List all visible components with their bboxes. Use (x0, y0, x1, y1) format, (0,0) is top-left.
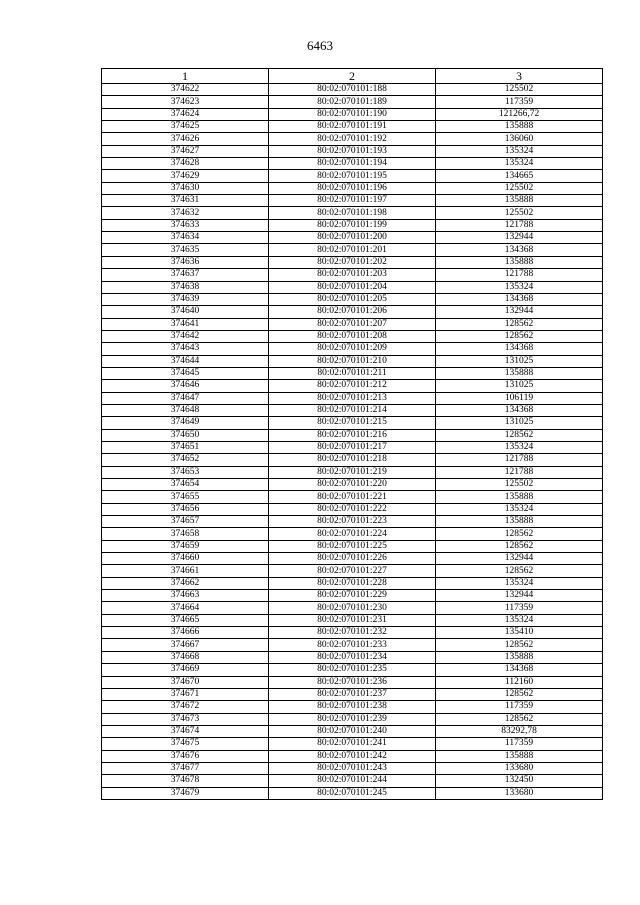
value-cell: 128562 (436, 688, 603, 700)
row-number-cell: 374655 (102, 491, 269, 503)
value-cell: 125502 (436, 84, 603, 96)
cadastral-number-cell: 80:02:070101:204 (269, 281, 436, 293)
table-row (102, 590, 603, 602)
table-row (102, 96, 603, 108)
value-cell: 128562 (436, 429, 603, 441)
row-number-cell: 374627 (102, 145, 269, 157)
row-number-cell: 374626 (102, 133, 269, 145)
value-cell: 135888 (436, 651, 603, 663)
table-row (102, 602, 603, 614)
row-number-cell: 374676 (102, 750, 269, 762)
cadastral-number-cell: 80:02:070101:244 (269, 775, 436, 787)
cadastral-number-cell: 80:02:070101:197 (269, 195, 436, 207)
table-row (102, 664, 603, 676)
value-cell: 136060 (436, 133, 603, 145)
cadastral-number-cell: 80:02:070101:232 (269, 627, 436, 639)
table-row (102, 145, 603, 157)
table-row (102, 688, 603, 700)
table-row (102, 738, 603, 750)
value-cell: 121788 (436, 269, 603, 281)
row-number-cell: 374664 (102, 602, 269, 614)
row-number-cell: 374629 (102, 170, 269, 182)
row-number-cell: 374639 (102, 293, 269, 305)
cadastral-number-cell: 80:02:070101:222 (269, 503, 436, 515)
table-row (102, 355, 603, 367)
value-cell: 131025 (436, 417, 603, 429)
cadastral-number-cell: 80:02:070101:242 (269, 750, 436, 762)
cadastral-number-cell: 80:02:070101:227 (269, 565, 436, 577)
row-number-cell: 374659 (102, 540, 269, 552)
cadastral-number-cell: 80:02:070101:228 (269, 577, 436, 589)
row-number-cell: 374642 (102, 330, 269, 342)
cadastral-number-cell: 80:02:070101:220 (269, 479, 436, 491)
value-cell: 121788 (436, 466, 603, 478)
row-number-cell: 374654 (102, 479, 269, 491)
row-number-cell: 374641 (102, 318, 269, 330)
row-number-cell: 374665 (102, 614, 269, 626)
row-number-cell: 374653 (102, 466, 269, 478)
cadastral-number-cell: 80:02:070101:193 (269, 145, 436, 157)
table-row (102, 293, 603, 305)
value-cell: 117359 (436, 701, 603, 713)
cadastral-number-cell: 80:02:070101:200 (269, 232, 436, 244)
row-number-cell: 374679 (102, 787, 269, 799)
row-number-cell: 374646 (102, 380, 269, 392)
table-row (102, 713, 603, 725)
table-row (102, 639, 603, 651)
cadastral-number-cell: 80:02:070101:240 (269, 725, 436, 737)
table-row (102, 306, 603, 318)
row-number-cell: 374671 (102, 688, 269, 700)
row-number-cell: 374622 (102, 84, 269, 96)
value-cell: 131025 (436, 380, 603, 392)
row-number-cell: 374633 (102, 219, 269, 231)
cadastral-number-cell: 80:02:070101:215 (269, 417, 436, 429)
column-header-1: 1 (102, 69, 269, 84)
value-cell: 117359 (436, 96, 603, 108)
row-number-cell: 374631 (102, 195, 269, 207)
row-number-cell: 374634 (102, 232, 269, 244)
cadastral-number-cell: 80:02:070101:188 (269, 84, 436, 96)
cadastral-number-cell: 80:02:070101:219 (269, 466, 436, 478)
row-number-cell: 374652 (102, 454, 269, 466)
cadastral-number-cell: 80:02:070101:195 (269, 170, 436, 182)
row-number-cell: 374638 (102, 281, 269, 293)
table-row (102, 627, 603, 639)
cadastral-number-cell: 80:02:070101:233 (269, 639, 436, 651)
row-number-cell: 374672 (102, 701, 269, 713)
table-row (102, 775, 603, 787)
value-cell: 131025 (436, 355, 603, 367)
value-cell: 135324 (436, 441, 603, 453)
value-cell: 135888 (436, 367, 603, 379)
cadastral-number-cell: 80:02:070101:225 (269, 540, 436, 552)
cadastral-number-cell: 80:02:070101:213 (269, 392, 436, 404)
row-number-cell: 374635 (102, 244, 269, 256)
value-cell: 135324 (436, 614, 603, 626)
value-cell: 135888 (436, 195, 603, 207)
table-row (102, 528, 603, 540)
page-number: 6463 (307, 38, 333, 53)
value-cell: 135324 (436, 503, 603, 515)
column-header-3: 3 (436, 69, 603, 84)
row-number-cell: 374678 (102, 775, 269, 787)
value-cell: 135410 (436, 627, 603, 639)
value-cell: 132944 (436, 306, 603, 318)
value-cell: 135324 (436, 145, 603, 157)
cadastral-number-cell: 80:02:070101:206 (269, 306, 436, 318)
cadastral-number-cell: 80:02:070101:241 (269, 738, 436, 750)
cadastral-number-cell: 80:02:070101:214 (269, 404, 436, 416)
cadastral-number-cell: 80:02:070101:234 (269, 651, 436, 663)
value-cell: 128562 (436, 540, 603, 552)
row-number-cell: 374644 (102, 355, 269, 367)
value-cell: 83292,78 (436, 725, 603, 737)
cadastral-number-cell: 80:02:070101:236 (269, 676, 436, 688)
value-cell: 128562 (436, 639, 603, 651)
row-number-cell: 374632 (102, 207, 269, 219)
value-cell: 135888 (436, 491, 603, 503)
row-number-cell: 374647 (102, 392, 269, 404)
row-number-cell: 374637 (102, 269, 269, 281)
table-row (102, 565, 603, 577)
table-row (102, 182, 603, 194)
value-cell: 134368 (436, 293, 603, 305)
row-number-cell: 374667 (102, 639, 269, 651)
row-number-cell: 374643 (102, 343, 269, 355)
row-number-cell: 374624 (102, 108, 269, 120)
value-cell: 128562 (436, 565, 603, 577)
table-row (102, 219, 603, 231)
row-number-cell: 374661 (102, 565, 269, 577)
table-row (102, 750, 603, 762)
cadastral-number-cell: 80:02:070101:192 (269, 133, 436, 145)
table-row (102, 84, 603, 96)
table-row (102, 491, 603, 503)
cadastral-number-cell: 80:02:070101:217 (269, 441, 436, 453)
table-row (102, 503, 603, 515)
value-cell: 135888 (436, 516, 603, 528)
table-row (102, 429, 603, 441)
row-number-cell: 374636 (102, 256, 269, 268)
cadastral-number-cell: 80:02:070101:223 (269, 516, 436, 528)
value-cell: 134368 (436, 404, 603, 416)
cadastral-number-cell: 80:02:070101:211 (269, 367, 436, 379)
table-row (102, 466, 603, 478)
value-cell: 134368 (436, 244, 603, 256)
table-row (102, 479, 603, 491)
table-row (102, 195, 603, 207)
table-row (102, 392, 603, 404)
value-cell: 135888 (436, 750, 603, 762)
table-row (102, 108, 603, 120)
cadastral-number-cell: 80:02:070101:201 (269, 244, 436, 256)
value-cell: 128562 (436, 330, 603, 342)
row-number-cell: 374673 (102, 713, 269, 725)
cadastral-number-cell: 80:02:070101:203 (269, 269, 436, 281)
row-number-cell: 374663 (102, 590, 269, 602)
table-row (102, 651, 603, 663)
table-row (102, 577, 603, 589)
table-row (102, 244, 603, 256)
cadastral-number-cell: 80:02:070101:190 (269, 108, 436, 120)
cadastral-number-cell: 80:02:070101:230 (269, 602, 436, 614)
value-cell: 117359 (436, 602, 603, 614)
table-row (102, 281, 603, 293)
row-number-cell: 374623 (102, 96, 269, 108)
value-cell: 132944 (436, 590, 603, 602)
row-number-cell: 374670 (102, 676, 269, 688)
row-number-cell: 374660 (102, 553, 269, 565)
value-cell: 134665 (436, 170, 603, 182)
cadastral-number-cell: 80:02:070101:218 (269, 454, 436, 466)
table-row (102, 676, 603, 688)
cadastral-number-cell: 80:02:070101:243 (269, 762, 436, 774)
cadastral-number-cell: 80:02:070101:224 (269, 528, 436, 540)
row-number-cell: 374645 (102, 367, 269, 379)
table-row (102, 540, 603, 552)
table-row (102, 614, 603, 626)
cadastral-number-cell: 80:02:070101:194 (269, 158, 436, 170)
row-number-cell: 374648 (102, 404, 269, 416)
value-cell: 125502 (436, 182, 603, 194)
cadastral-number-cell: 80:02:070101:235 (269, 664, 436, 676)
table-row (102, 725, 603, 737)
table-row (102, 417, 603, 429)
value-cell: 106119 (436, 392, 603, 404)
row-number-cell: 374657 (102, 516, 269, 528)
value-cell: 134368 (436, 664, 603, 676)
value-cell: 128562 (436, 318, 603, 330)
row-number-cell: 374666 (102, 627, 269, 639)
cadastral-number-cell: 80:02:070101:229 (269, 590, 436, 602)
value-cell: 121788 (436, 454, 603, 466)
value-cell: 135888 (436, 121, 603, 133)
value-cell: 132944 (436, 232, 603, 244)
cadastral-number-cell: 80:02:070101:189 (269, 96, 436, 108)
cadastral-number-cell: 80:02:070101:238 (269, 701, 436, 713)
row-number-cell: 374650 (102, 429, 269, 441)
table-row (102, 367, 603, 379)
table-row (102, 380, 603, 392)
value-cell: 117359 (436, 738, 603, 750)
column-header-2: 2 (269, 69, 436, 84)
row-number-cell: 374674 (102, 725, 269, 737)
value-cell: 132450 (436, 775, 603, 787)
table-row (102, 454, 603, 466)
cadastral-number-cell: 80:02:070101:245 (269, 787, 436, 799)
cadastral-number-cell: 80:02:070101:221 (269, 491, 436, 503)
cadastral-number-cell: 80:02:070101:210 (269, 355, 436, 367)
row-number-cell: 374628 (102, 158, 269, 170)
value-cell: 135324 (436, 281, 603, 293)
cadastral-number-cell: 80:02:070101:202 (269, 256, 436, 268)
table-row (102, 256, 603, 268)
cadastral-number-cell: 80:02:070101:216 (269, 429, 436, 441)
table-row (102, 232, 603, 244)
cadastral-number-cell: 80:02:070101:212 (269, 380, 436, 392)
cadastral-number-cell: 80:02:070101:205 (269, 293, 436, 305)
row-number-cell: 374677 (102, 762, 269, 774)
row-number-cell: 374658 (102, 528, 269, 540)
table-row (102, 404, 603, 416)
table-row (102, 158, 603, 170)
table-row (102, 701, 603, 713)
table-body (102, 84, 603, 800)
table-row (102, 207, 603, 219)
cadastral-number-cell: 80:02:070101:209 (269, 343, 436, 355)
row-number-cell: 374651 (102, 441, 269, 453)
value-cell: 135324 (436, 577, 603, 589)
cadastral-number-cell: 80:02:070101:199 (269, 219, 436, 231)
row-number-cell: 374649 (102, 417, 269, 429)
row-number-cell: 374656 (102, 503, 269, 515)
value-cell: 121266,72 (436, 108, 603, 120)
value-cell: 133680 (436, 787, 603, 799)
table-header (102, 69, 603, 84)
table-row (102, 269, 603, 281)
row-number-cell: 374675 (102, 738, 269, 750)
registry-table (101, 68, 603, 800)
cadastral-number-cell: 80:02:070101:191 (269, 121, 436, 133)
cadastral-number-cell: 80:02:070101:207 (269, 318, 436, 330)
value-cell: 135888 (436, 256, 603, 268)
value-cell: 133680 (436, 762, 603, 774)
table-row (102, 330, 603, 342)
cadastral-number-cell: 80:02:070101:208 (269, 330, 436, 342)
table-row (102, 170, 603, 182)
table-row (102, 318, 603, 330)
value-cell: 134368 (436, 343, 603, 355)
table-row (102, 553, 603, 565)
row-number-cell: 374662 (102, 577, 269, 589)
value-cell: 121788 (436, 219, 603, 231)
value-cell: 128562 (436, 528, 603, 540)
value-cell: 135324 (436, 158, 603, 170)
row-number-cell: 374669 (102, 664, 269, 676)
table-row (102, 133, 603, 145)
value-cell: 112160 (436, 676, 603, 688)
table-row (102, 762, 603, 774)
value-cell: 125502 (436, 479, 603, 491)
cadastral-number-cell: 80:02:070101:237 (269, 688, 436, 700)
header-row (102, 69, 603, 84)
value-cell: 132944 (436, 553, 603, 565)
table-row (102, 787, 603, 799)
value-cell: 128562 (436, 713, 603, 725)
cadastral-number-cell: 80:02:070101:198 (269, 207, 436, 219)
cadastral-number-cell: 80:02:070101:231 (269, 614, 436, 626)
table-row (102, 441, 603, 453)
row-number-cell: 374668 (102, 651, 269, 663)
cadastral-number-cell: 80:02:070101:226 (269, 553, 436, 565)
table-row (102, 516, 603, 528)
table-row (102, 121, 603, 133)
row-number-cell: 374640 (102, 306, 269, 318)
cadastral-number-cell: 80:02:070101:196 (269, 182, 436, 194)
row-number-cell: 374630 (102, 182, 269, 194)
row-number-cell: 374625 (102, 121, 269, 133)
cadastral-number-cell: 80:02:070101:239 (269, 713, 436, 725)
value-cell: 125502 (436, 207, 603, 219)
table-row (102, 343, 603, 355)
